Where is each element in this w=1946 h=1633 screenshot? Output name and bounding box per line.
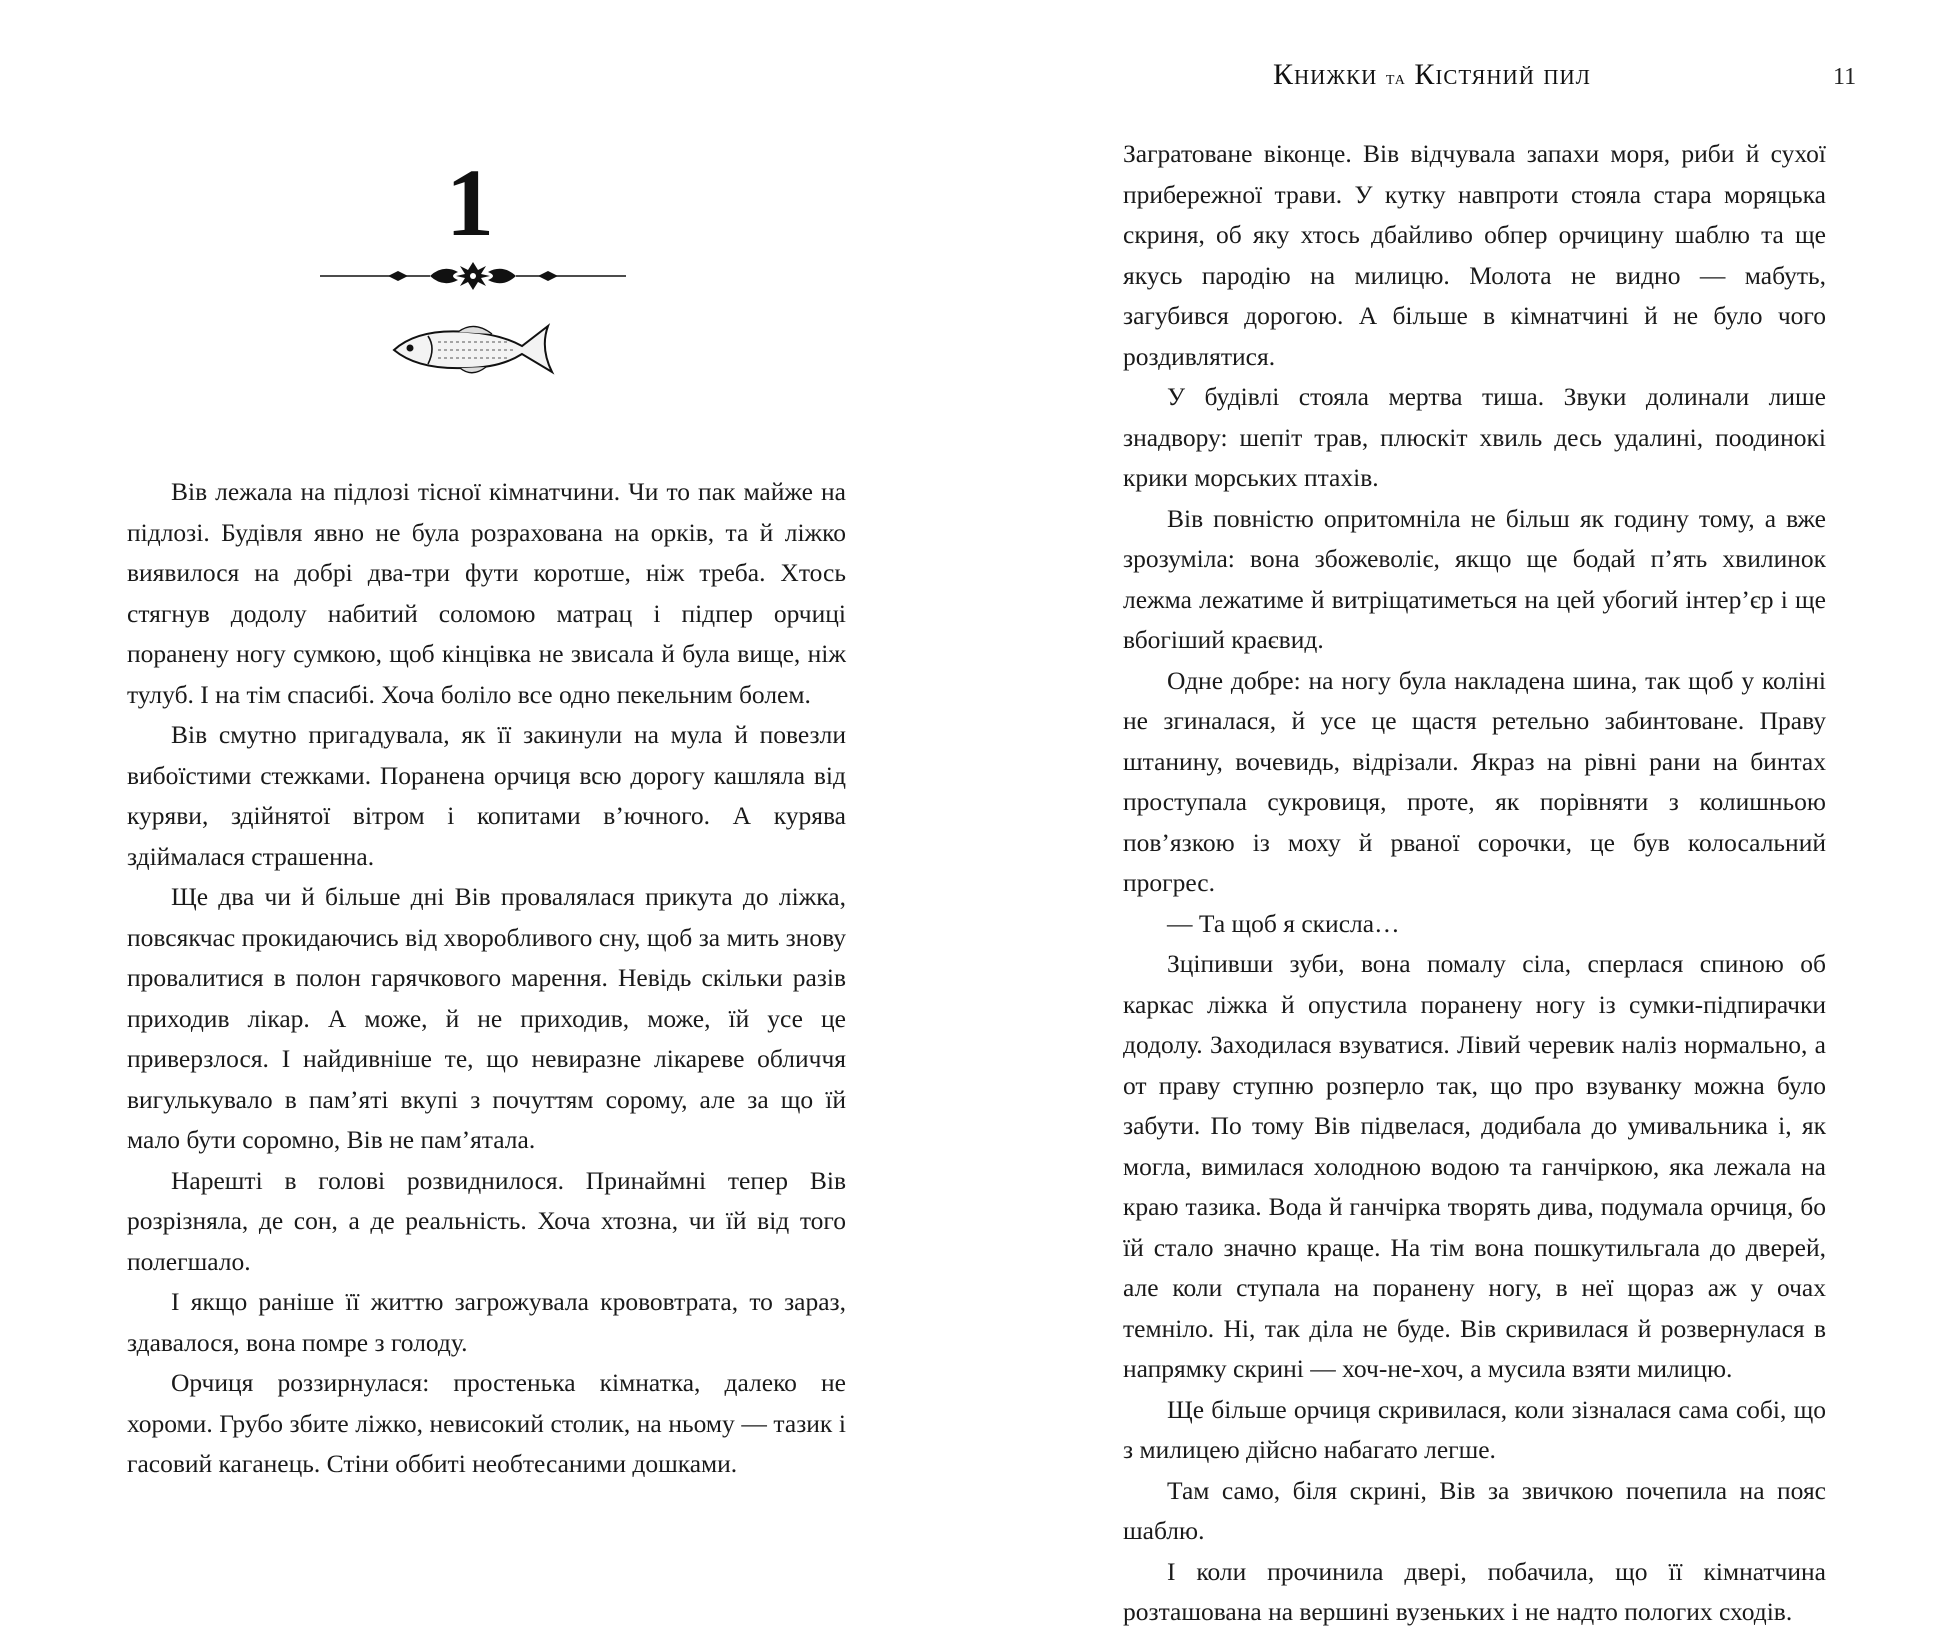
dialogue-line: — Та щоб я скисла…: [1167, 908, 1400, 938]
left-page: [0, 0, 973, 1478]
paragraph: Там само, біля скрині, Вів за звичкою почепила на пояс шаблю.: [1123, 1475, 1826, 1545]
paragraph: Загратоване віконце. Вів відчувала запахи моря, риби й сухої прибережної трави. У кутку навпроти стояла стара моряцька скриня, об яку хтось дбайливо обпер орчицину шаблю та ще якусь пародію на милицю. Молота не видно — мабуть, загубився дорогою. А більше в кімнатчині й не було чого роздивлятися.: [1123, 139, 1826, 371]
paragraph: Вів смутно пригадувала, як її закинули на мула й повезли вибоїстими стежками. Поранена орчиця всю дорогу кашляла від куряви, здійнятої вітром і копитами в’ючного. А курява здіймалася страшенна.: [127, 720, 846, 871]
running-header-conjunction: та: [1385, 67, 1406, 89]
paragraph: Ще більше орчиця скривилася, коли зізналася сама собі, що з милицею дійсно набагато легше.: [1123, 1394, 1826, 1464]
paragraph: Зціпивши зуби, вона помалу сіла, сперлася спиною об каркас ліжка й опустила поранену ногу із сумки-підпирачки додолу. Заходилася взуватися. Лівий черевик наліз нормально, а от праву ступню розперло так, що про взуванку можна було забути. По тому Вів підвелася, додибала до умивальника і, як могла, вимилася холодною водою та ганчіркою, яка лежала на краю тазика. Вода й ганчірка творять дива, подумала орчиця, бо їй стало значно краще. На тім вона пошкутильгала до дверей, але коли ступала на поранену ногу, в неї щораз аж у очах темніло. Ні, так діла не буде. Вів скривилася й розвернулася в напрямку скрині — хоч-не-хоч, а мусила взяти милицю.: [1123, 949, 1826, 1383]
fish-illustration-icon: [388, 318, 556, 380]
paragraph: Ще два чи й більше дні Вів провалялася прикута до ліжка, повсякчас прокидаючись від хворобливого сну, щоб за мить знову провалитися в полон гарячкового марення. Невідь скільки разів приходив лікар. А може, й не приходив, може, їй усе це приверзлося. І найдивніше те, що невиразне лікареве обличчя вигулькувало в пам’яті вкупі з почуттям сорому, але за що їй мало бути соромно, Вів не пам’ятала.: [127, 882, 846, 1154]
paragraph: Нарешті в голові розвиднилося. Принаймні тепер Вів розрізняла, де сон, а де реальність. Хоча хтозна, чи їй від того полегшало.: [127, 1165, 846, 1276]
paragraph: І якщо раніше її життю загрожувала крововтрата, то зараз, здавалося, вона помре з голоду.: [127, 1287, 846, 1357]
paragraph: Одне добре: на ногу була накладена шина, так щоб у коліні не згиналася, й усе це щастя ретельно забинтоване. Праву штанину, вочевидь, відрізали. Якраз на рівні рани на бинтах проступала сукровиця, проте, як порівняти з колишньою пов’язкою із моху й рваної сорочки, це був колосальний прогрес.: [1123, 665, 1826, 897]
left-page-body: [127, 472, 846, 1485]
paragraph: У будівлі стояла мертва тиша. Звуки долинали лише знадвору: шепіт трав, плюскіт хвиль десь удалині, поодинокі крики морських птахів.: [1123, 382, 1826, 492]
right-page-body: [1123, 134, 1826, 1633]
page-number: 11: [1833, 64, 1857, 90]
chapter-number: 1: [446, 149, 494, 256]
running-header-word: Кістяний пил: [1414, 58, 1591, 91]
paragraph: Вів лежала на підлозі тісної кімнатчини. Чи то пак майже на підлозі. Будівля явно не була розрахована на орків, та й ліжко виявилося на добрі два-три фути коротше, ніж треба. Хтось стягнув додолу набитий соломою матрац і підпер орчиці поранену ногу сумкою, щоб кінцівка не звисала й була вище, ніж тулуб. І на тім спасибі. Хоча боліло все одно пекельним болем.: [127, 477, 846, 709]
paragraph: І коли прочинила двері, побачила, що її кімнатчина розташована на вершині вузеньких і не надто пологих сходів.: [1123, 1556, 1826, 1626]
paragraph: Вів повністю опритомніла не більш як годину тому, а вже зрозуміла: вона збожеволіє, якщо ще бодай п’ять хвилинок лежма лежатиме й витріщатиметься на цей убогий інтер’єр і ще вбогіший краєвид.: [1123, 503, 1826, 654]
flourish-ornament-icon: [318, 258, 628, 294]
right-page: [973, 0, 1946, 1626]
paragraph: Орчиця роззирнулася: простенька кімнатка, далеко не хороми. Грубо збите ліжко, невисокий столик, на ньому — тазик і гасовий каганець. Стіни оббиті необтесаними дошками.: [127, 1368, 846, 1478]
running-header-word: Книжки: [1273, 58, 1378, 91]
running-header: [1273, 58, 1591, 92]
